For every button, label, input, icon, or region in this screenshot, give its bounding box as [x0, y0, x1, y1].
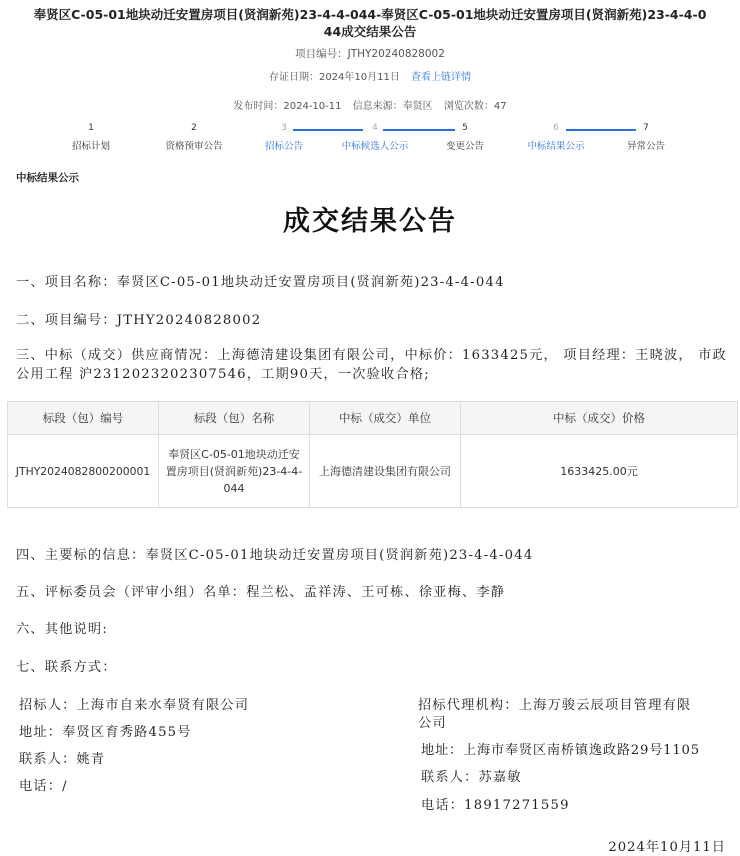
agency-cont: 公司	[418, 716, 447, 731]
cert-date: 存证日期：2024年10月11日	[268, 72, 400, 83]
step-number: 6	[553, 123, 559, 133]
step-number: 4	[372, 123, 378, 133]
page-title	[0, 6, 740, 40]
col-lot-name: 标段（包）名称	[159, 402, 310, 435]
page-title-line2: 44成交结果公告	[323, 24, 417, 39]
col-winner: 中标（成交）单位	[310, 402, 461, 435]
step-number: 1	[88, 123, 94, 133]
cell-lot-number: JTHY2024082800200001	[8, 435, 159, 508]
tenderer: 招标人：上海市自来水奉贤有限公司	[19, 698, 250, 713]
cert-date-row	[0, 68, 740, 83]
step-number: 2	[191, 123, 197, 133]
item-subject-info: 四、主要标的信息：奉贤区C-05-01地块动迁安置房项目(贤润新苑)23-4-4-044	[16, 548, 534, 563]
publish-time: 发布时间：2024-10-11	[233, 101, 342, 112]
agency-address: 地址：上海市奉贤区南桥镇逸政路29号1105	[421, 743, 700, 758]
step-number: 3	[281, 123, 287, 133]
agency-contact: 联系人：苏嘉敏	[421, 770, 522, 785]
item-contact-heading: 七、联系方式：	[16, 660, 117, 675]
cell-price: 1633425.00元	[461, 435, 738, 508]
table-header-row	[8, 402, 738, 435]
announcement-header	[0, 6, 740, 112]
step-7	[591, 121, 701, 152]
project-number: 项目编号：JTHY20240828002	[295, 48, 445, 60]
step-number: 5	[462, 123, 468, 133]
publish-info	[0, 97, 740, 112]
step-label: 异常公告	[626, 141, 665, 152]
step-1	[36, 121, 146, 152]
step-number: 7	[643, 123, 649, 133]
item-other-notes: 六、其他说明:	[16, 622, 108, 637]
page-title-line1: 奉贤区C-05-01地块动迁安置房项目(贤润新苑)23-4-4-044-奉贤区C-05-01地块动迁安置房项目(贤润新苑)23-4-4-0	[33, 7, 707, 22]
section-label: 中标结果公示	[16, 172, 79, 184]
result-table	[7, 401, 738, 508]
announcement-date: 2024年10月11日	[608, 840, 726, 855]
tenderer-phone: 电话：/	[19, 779, 68, 794]
tenderer-address: 地址：奉贤区育秀路455号	[19, 725, 192, 740]
cell-winner: 上海德清建设集团有限公司	[310, 435, 461, 508]
item-supplier-info: 三、中标（成交）供应商情况：上海德清建设集团有限公司，中标价：1633425元， 项目经理：王晓波， 市政公用工程 沪2312023202307546，工期90天，一次验收合格;	[16, 348, 727, 382]
step-label[interactable]: 中标结果公示	[527, 141, 585, 152]
table-row	[8, 435, 738, 508]
step-label: 资格预审公告	[165, 141, 223, 152]
chain-detail-link[interactable]: 查看上链详情	[411, 72, 472, 83]
document-title: 成交结果公告	[283, 206, 457, 237]
col-lot-number: 标段（包）编号	[8, 402, 159, 435]
step-label: 变更公告	[445, 141, 484, 152]
info-source: 信息来源：奉贤区	[352, 101, 433, 112]
process-steps	[0, 121, 740, 165]
item-committee: 五、评标委员会（评审小组）名单：程兰松、孟祥涛、王可栋、徐亚梅、李静	[16, 585, 506, 600]
step-label[interactable]: 招标公告	[264, 141, 303, 152]
cell-lot-name: 奉贤区C-05-01地块动迁安置房项目(贤润新苑)23-4-4-044	[159, 435, 310, 508]
view-count: 浏览次数：47	[443, 101, 507, 112]
col-price: 中标（成交）价格	[461, 402, 738, 435]
item-project-number: 二、项目编号：JTHY20240828002	[16, 313, 262, 328]
agency-phone: 电话：18917271559	[421, 798, 570, 813]
item-project-name: 一、项目名称：奉贤区C-05-01地块动迁安置房项目(贤润新苑)23-4-4-044	[16, 275, 505, 290]
agency: 招标代理机构：上海万骏云辰项目管理有限	[418, 698, 692, 713]
tenderer-contact: 联系人：姚青	[19, 752, 106, 767]
step-label[interactable]: 中标候选人公示	[341, 141, 409, 152]
step-label: 招标计划	[71, 141, 110, 152]
